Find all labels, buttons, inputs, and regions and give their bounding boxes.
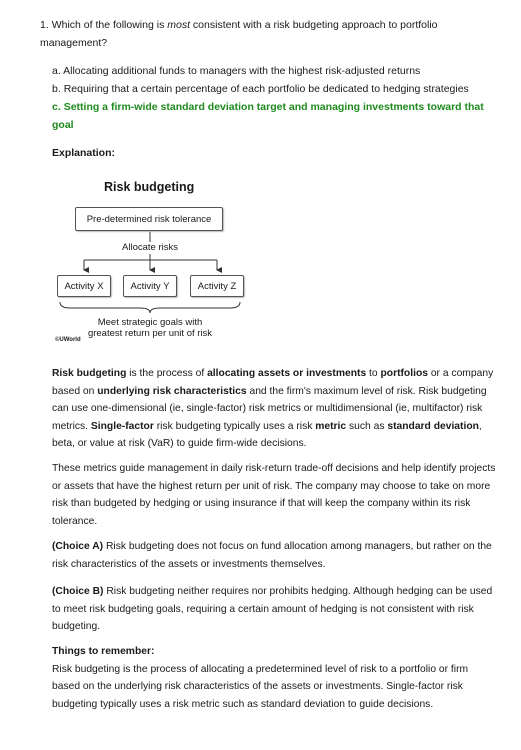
goal-line-1: Meet strategic goals with [97, 317, 203, 328]
p3-segment: (Choice A) [52, 541, 104, 552]
uworld-copyright: ©UWorld [55, 337, 81, 343]
choice-c-text: Setting a firm-wide standard deviation target and managing investments toward that goal [52, 101, 484, 131]
activity-z-box: Activity Z [190, 275, 244, 297]
things-to-remember [52, 643, 497, 713]
brace [60, 302, 240, 313]
p1-segment: , beta, or value at risk (VaR) to guide firm-wide decisions. [52, 420, 482, 449]
goal-line-2: greatest return per unit of risk [87, 328, 213, 339]
p1-segment: risk budgeting typically uses a risk [153, 420, 316, 432]
p1-segment: Single-factor [90, 420, 154, 432]
p1-segment: is the process of [126, 368, 208, 379]
question-post: consistent with a risk budgeting approach to portfolio management? [40, 19, 438, 49]
activity-y-box: Activity Y [123, 275, 177, 297]
p4-segment: (Choice B) [52, 586, 104, 597]
choice-c-letter: c. [52, 101, 61, 113]
activity-x-box: Activity X [57, 275, 111, 297]
choice-a-letter: a. [52, 65, 61, 77]
paragraph-choice-a [52, 538, 497, 573]
choice-a[interactable] [52, 62, 497, 80]
choice-c[interactable] [52, 98, 497, 134]
paragraph-metrics [52, 460, 497, 530]
p1-segment: standard deviation [387, 420, 479, 432]
risk-tolerance-box: Pre-determined risk tolerance [75, 207, 223, 231]
p1-segment: to [366, 368, 381, 379]
answer-choices [52, 62, 497, 134]
p1-segment: or a company based on [52, 368, 494, 397]
choice-b-text: Requiring that a certain percentage of each portfolio be dedicated to hedging strategies [63, 83, 469, 95]
p1-segment: such as [346, 420, 388, 432]
explanation-label: Explanation: [52, 147, 116, 159]
question-emphasis: most [167, 19, 191, 31]
choice-b-letter: b. [52, 83, 61, 95]
question-pre: Which of the following is [51, 19, 168, 31]
things-to-remember-title: Things to remember: [52, 646, 155, 657]
paragraph-choice-b [52, 583, 497, 636]
paragraph-definition [52, 365, 497, 453]
things-to-remember-text: Risk budgeting is the process of allocating a predetermined level of risk to a portfolio or firm based on the underlying risk characteristics of the assets or investments. Single-factor risk budgeting typically uses a risk metric such as standard deviation to guide decisions. [52, 663, 469, 710]
p1-segment: underlying risk characteristics [97, 385, 247, 397]
choice-b[interactable] [52, 80, 497, 98]
allocate-risks-label: Allocate risks [100, 242, 200, 253]
p1-segment: Risk budgeting [52, 368, 127, 379]
p3-segment: Risk budgeting does not focus on fund allocation among managers, but rather on the risk characteristics of the assets or investments themselves. [52, 541, 492, 570]
diagram-title: Risk budgeting [104, 180, 195, 194]
p4-segment: Risk budgeting neither requires nor prohibits hedging. Although hedging can be used to meet risk budgeting goals, requiring a certain amount of hedging is not consistent with risk budgeting. [52, 586, 493, 632]
risk-budgeting-diagram [0, 170, 521, 360]
p1-segment: and the firm's maximum level of risk. Risk budgeting can use one-dimensional (ie, single-factor) risk metrics or multidimensional (ie, multifactor) risk metrics. [52, 385, 487, 432]
p1-segment: allocating assets or investments [207, 368, 367, 379]
question-text [40, 16, 495, 52]
goal-text [60, 317, 240, 339]
p1-segment: portfolios [380, 368, 428, 379]
p1-segment: metric [315, 420, 347, 432]
choice-a-text: Allocating additional funds to managers with the highest risk-adjusted returns [63, 65, 421, 77]
question-number: 1. [40, 19, 49, 31]
p2-segment: These metrics guide management in daily risk-return trade-off decisions and help identify projects or assets that have the highest return per unit of risk. The company may choose to take on more risk than budgeted by hedging or using insurance if that will keep the company within its risk tolerance. [52, 463, 496, 527]
